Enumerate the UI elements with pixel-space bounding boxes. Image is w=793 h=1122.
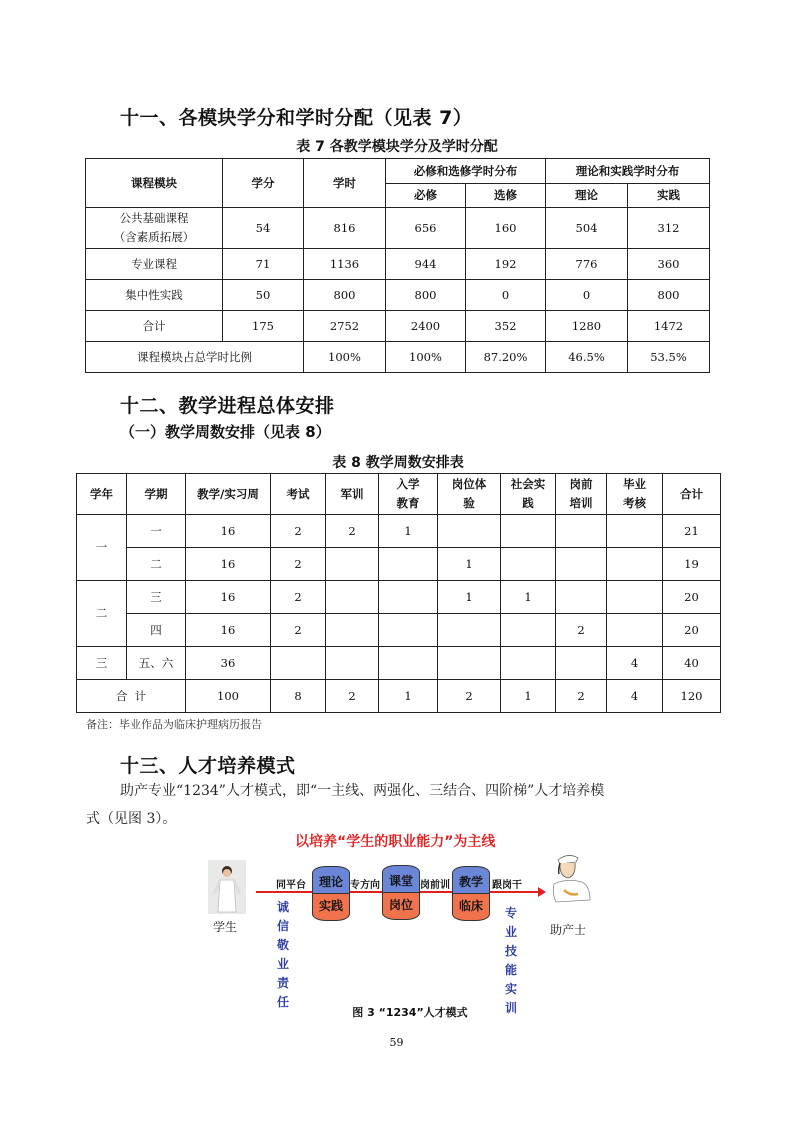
student-photo <box>208 860 246 914</box>
table-row <box>86 280 710 311</box>
cell-graduation <box>607 515 663 548</box>
table-row <box>77 614 721 647</box>
header-module: 课程模块 <box>86 159 223 208</box>
cell-orientation <box>379 581 438 614</box>
cell-practice: 53.5% <box>628 342 710 373</box>
header-total: 合计 <box>663 474 721 515</box>
cylinder-bottom: 临床 <box>452 894 490 921</box>
table-7-caption: 表 7 各教学模块学分及学时分配 <box>296 139 498 155</box>
table-row <box>77 548 721 581</box>
cell-theory: 1280 <box>546 311 628 342</box>
cell-pre-job <box>556 581 607 614</box>
cell-military <box>326 647 379 680</box>
cell-theory: 776 <box>546 249 628 280</box>
cell-graduation <box>607 548 663 581</box>
table-8-note: 备注：毕业作品为临床护理病历报告 <box>86 718 262 731</box>
cell-required: 944 <box>386 249 466 280</box>
cell-pre-job <box>556 647 607 680</box>
table-7-credits-hours <box>85 158 710 373</box>
cell-hours: 800 <box>304 280 386 311</box>
cell-required: 2400 <box>386 311 466 342</box>
cell-exam: 2 <box>271 548 326 581</box>
cell-military <box>326 548 379 581</box>
cell-military <box>326 581 379 614</box>
cell-total: 19 <box>663 548 721 581</box>
cell-module: 专业课程 <box>86 249 223 280</box>
cell-total: 21 <box>663 515 721 548</box>
cell-exam: 2 <box>271 515 326 548</box>
cell-year: 二 <box>77 581 127 647</box>
cell-teaching-weeks: 16 <box>186 614 271 647</box>
arrow-label-1: 同平台 <box>276 880 306 891</box>
cell-hours: 100% <box>304 342 386 373</box>
section-12-subheading: （一）教学周数安排（见表 8） <box>120 423 331 441</box>
cell-credits: 54 <box>223 208 304 249</box>
cell-total: 20 <box>663 581 721 614</box>
cell-practice: 800 <box>628 280 710 311</box>
figure-3-diagram <box>200 828 620 1028</box>
paragraph-line-1: 助产专业“1234”人才模式，即“一主线、两强化、三结合、四阶梯”人才培养模 <box>120 783 605 799</box>
cell-required: 800 <box>386 280 466 311</box>
cell-year: 三 <box>77 647 127 680</box>
cell-elective: 87.20% <box>466 342 546 373</box>
cell-orientation <box>379 614 438 647</box>
table-row <box>77 515 721 548</box>
midwife-illustration <box>546 850 596 908</box>
cell-theory: 46.5% <box>546 342 628 373</box>
arrow-label-3: 岗前训 <box>420 880 450 891</box>
cell-teaching-weeks: 16 <box>186 515 271 548</box>
table-row <box>86 249 710 280</box>
cell-social-practice: 1 <box>501 680 556 713</box>
header-credits: 学分 <box>223 159 304 208</box>
cell-practice: 360 <box>628 249 710 280</box>
cell-teaching-weeks: 16 <box>186 581 271 614</box>
table-row-ratio <box>86 342 710 373</box>
section-13-heading: 十三、人才培养模式 <box>120 755 296 777</box>
cylinder-top: 教学 <box>452 866 490 894</box>
cell-orientation: 1 <box>379 680 438 713</box>
cell-practice: 312 <box>628 208 710 249</box>
cell-credits: 175 <box>223 311 304 342</box>
cylinder-classroom-post <box>382 865 420 920</box>
cylinder-theory-practice <box>312 866 350 921</box>
cell-job-experience <box>438 614 501 647</box>
header-job-experience: 岗位体 验 <box>438 474 501 515</box>
cell-orientation: 1 <box>379 515 438 548</box>
header-elective: 选修 <box>466 184 546 208</box>
cylinder-top: 理论 <box>312 866 350 894</box>
header-practice: 实践 <box>628 184 710 208</box>
cell-credits: 50 <box>223 280 304 311</box>
cell-teaching-weeks: 16 <box>186 548 271 581</box>
section-11-heading: 十一、各模块学分和学时分配（见表 7） <box>120 107 473 129</box>
cell-exam: 2 <box>271 581 326 614</box>
cell-elective: 0 <box>466 280 546 311</box>
arrow-label-4: 跟岗干 <box>492 880 522 891</box>
cell-theory: 0 <box>546 280 628 311</box>
cell-graduation <box>607 614 663 647</box>
cylinder-bottom: 实践 <box>312 894 350 921</box>
cell-graduation: 4 <box>607 647 663 680</box>
table-row <box>77 581 721 614</box>
cell-module: 合计 <box>86 311 223 342</box>
cell-pre-job: 2 <box>556 614 607 647</box>
header-graduation: 毕业 考核 <box>607 474 663 515</box>
cylinder-teaching-clinical <box>452 866 490 921</box>
cell-hours: 2752 <box>304 311 386 342</box>
header-theory: 理论 <box>546 184 628 208</box>
header-required: 必修 <box>386 184 466 208</box>
cell-required: 656 <box>386 208 466 249</box>
cell-military: 2 <box>326 515 379 548</box>
figure-3-caption: 图 3 “1234”人才模式 <box>352 1006 468 1019</box>
left-vertical-text: 诚 信 敬 业 责 任 <box>276 900 289 1009</box>
cell-hours: 1136 <box>304 249 386 280</box>
cell-hours: 816 <box>304 208 386 249</box>
paragraph-line-2: 式（见图 3）。 <box>86 811 177 827</box>
cell-teaching-weeks: 36 <box>186 647 271 680</box>
cell-job-experience <box>438 515 501 548</box>
cell-social-practice <box>501 647 556 680</box>
end-label: 助产士 <box>550 923 587 937</box>
cell-military: 2 <box>326 680 379 713</box>
cell-pre-job <box>556 515 607 548</box>
page-number: 59 <box>389 1036 404 1049</box>
cell-exam <box>271 647 326 680</box>
cell-total-label: 合 计 <box>77 680 186 713</box>
cell-credits: 71 <box>223 249 304 280</box>
section-12-heading: 十二、教学进程总体安排 <box>120 395 335 417</box>
header-year: 学年 <box>77 474 127 515</box>
figure-title: 以培养“学生的职业能力”为主线 <box>295 834 496 850</box>
midwife-figure-icon <box>546 850 596 908</box>
arrow-label-2: 专方向 <box>350 880 380 891</box>
cell-year: 一 <box>77 515 127 581</box>
cell-elective: 352 <box>466 311 546 342</box>
table-8-caption: 表 8 教学周数安排表 <box>332 455 464 471</box>
header-hours: 学时 <box>304 159 386 208</box>
cell-exam: 2 <box>271 614 326 647</box>
header-term: 学期 <box>127 474 186 515</box>
cell-elective: 192 <box>466 249 546 280</box>
header-required-elective-group: 必修和选修学时分布 <box>386 159 546 184</box>
cell-orientation <box>379 548 438 581</box>
cylinder-top: 课堂 <box>382 865 420 893</box>
header-orientation: 入学 教育 <box>379 474 438 515</box>
cell-total: 20 <box>663 614 721 647</box>
arrow-head-icon <box>538 887 546 897</box>
cell-pre-job: 2 <box>556 680 607 713</box>
cell-practice: 1472 <box>628 311 710 342</box>
cell-required: 100% <box>386 342 466 373</box>
cell-job-experience <box>438 647 501 680</box>
cell-term: 二 <box>127 548 186 581</box>
header-social-practice: 社会实 践 <box>501 474 556 515</box>
cell-term: 三 <box>127 581 186 614</box>
cell-term: 四 <box>127 614 186 647</box>
start-label: 学生 <box>213 920 238 934</box>
header-pre-job: 岗前 培训 <box>556 474 607 515</box>
cell-social-practice <box>501 548 556 581</box>
student-figure-icon <box>208 860 246 914</box>
cell-graduation <box>607 581 663 614</box>
header-exam: 考试 <box>271 474 326 515</box>
cell-theory: 504 <box>546 208 628 249</box>
header-military: 军训 <box>326 474 379 515</box>
table-row-total <box>77 680 721 713</box>
cell-social-practice: 1 <box>501 581 556 614</box>
cell-graduation: 4 <box>607 680 663 713</box>
cell-job-experience: 1 <box>438 548 501 581</box>
table-8-weeks <box>76 473 721 713</box>
cell-teaching-weeks: 100 <box>186 680 271 713</box>
cell-module: 公共基础课程 （含素质拓展） <box>86 208 223 249</box>
cell-module: 集中性实践 <box>86 280 223 311</box>
cell-social-practice <box>501 614 556 647</box>
cell-term: 一 <box>127 515 186 548</box>
cell-ratio-label: 课程模块占总学时比例 <box>86 342 304 373</box>
cell-term: 五、六 <box>127 647 186 680</box>
table-row <box>86 208 710 249</box>
cell-total: 40 <box>663 647 721 680</box>
cell-military <box>326 614 379 647</box>
cell-social-practice <box>501 515 556 548</box>
cell-elective: 160 <box>466 208 546 249</box>
cell-exam: 8 <box>271 680 326 713</box>
right-vertical-text: 专 业 技 能 实 训 <box>504 906 517 1015</box>
cell-job-experience: 1 <box>438 581 501 614</box>
cell-pre-job <box>556 548 607 581</box>
cylinder-bottom: 岗位 <box>382 893 420 920</box>
table-row-total <box>86 311 710 342</box>
cell-total: 120 <box>663 680 721 713</box>
cell-orientation <box>379 647 438 680</box>
cell-job-experience: 2 <box>438 680 501 713</box>
header-theory-practice-group: 理论和实践学时分布 <box>546 159 710 184</box>
table-row <box>77 647 721 680</box>
header-teaching-weeks: 教学/实习周 <box>186 474 271 515</box>
